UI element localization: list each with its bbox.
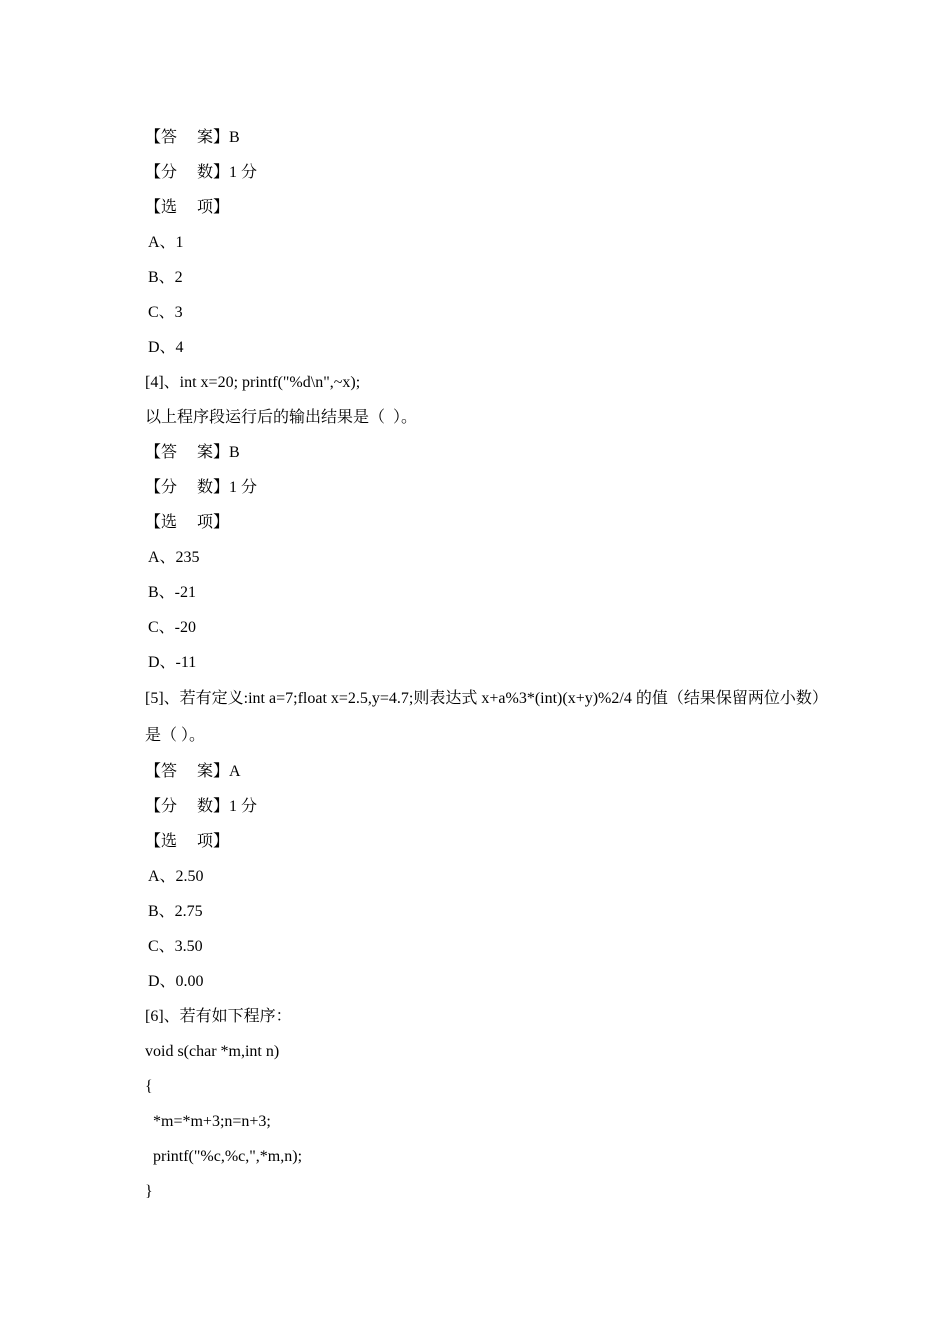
option-c: C、-20: [148, 619, 197, 636]
answer-line: 【答 案】A: [145, 763, 241, 780]
code-line: printf("%c,%c,",*m,n);: [153, 1148, 303, 1165]
option-a: A、235: [148, 549, 200, 566]
options-label: 【选 项】: [145, 199, 230, 216]
question-prompt: 以上程序段运行后的输出结果是（ ）。: [145, 409, 418, 426]
code-line: *m=*m+3;n=n+3;: [153, 1113, 271, 1130]
option-a: A、2.50: [148, 868, 204, 885]
code-line: void s(char *m,int n): [145, 1043, 280, 1060]
answer-line: 【答 案】B: [145, 129, 240, 146]
score-line: 【分 数】1 分: [145, 798, 258, 815]
question-stem: [5]、若有定义:int a=7;float x=2.5,y=4.7;则表达式 x+a%3*(int)(x+y)%2/4 的值（结果保留两位小数）是（ ）。: [145, 690, 820, 744]
option-d: D、4: [148, 339, 184, 356]
question-stem: [6]、若有如下程序：: [145, 1008, 292, 1025]
code-line: }: [145, 1183, 153, 1200]
option-c: C、3.50: [148, 938, 203, 955]
options-label: 【选 项】: [145, 514, 230, 531]
option-b: B、2: [148, 269, 183, 286]
score-line: 【分 数】1 分: [145, 479, 258, 496]
score-line: 【分 数】1 分: [145, 164, 258, 181]
code-line: {: [145, 1078, 153, 1095]
document-page: [145, 120, 825, 1209]
option-d: D、-11: [148, 654, 197, 671]
option-d: D、0.00: [148, 973, 204, 990]
option-c: C、3: [148, 304, 183, 321]
option-a: A、1: [148, 234, 184, 251]
answer-line: 【答 案】B: [145, 444, 240, 461]
question-stem: [4]、int x=20; printf("%d\n",~x);: [145, 374, 361, 391]
option-b: B、2.75: [148, 903, 203, 920]
options-label: 【选 项】: [145, 833, 230, 850]
option-b: B、-21: [148, 584, 197, 601]
